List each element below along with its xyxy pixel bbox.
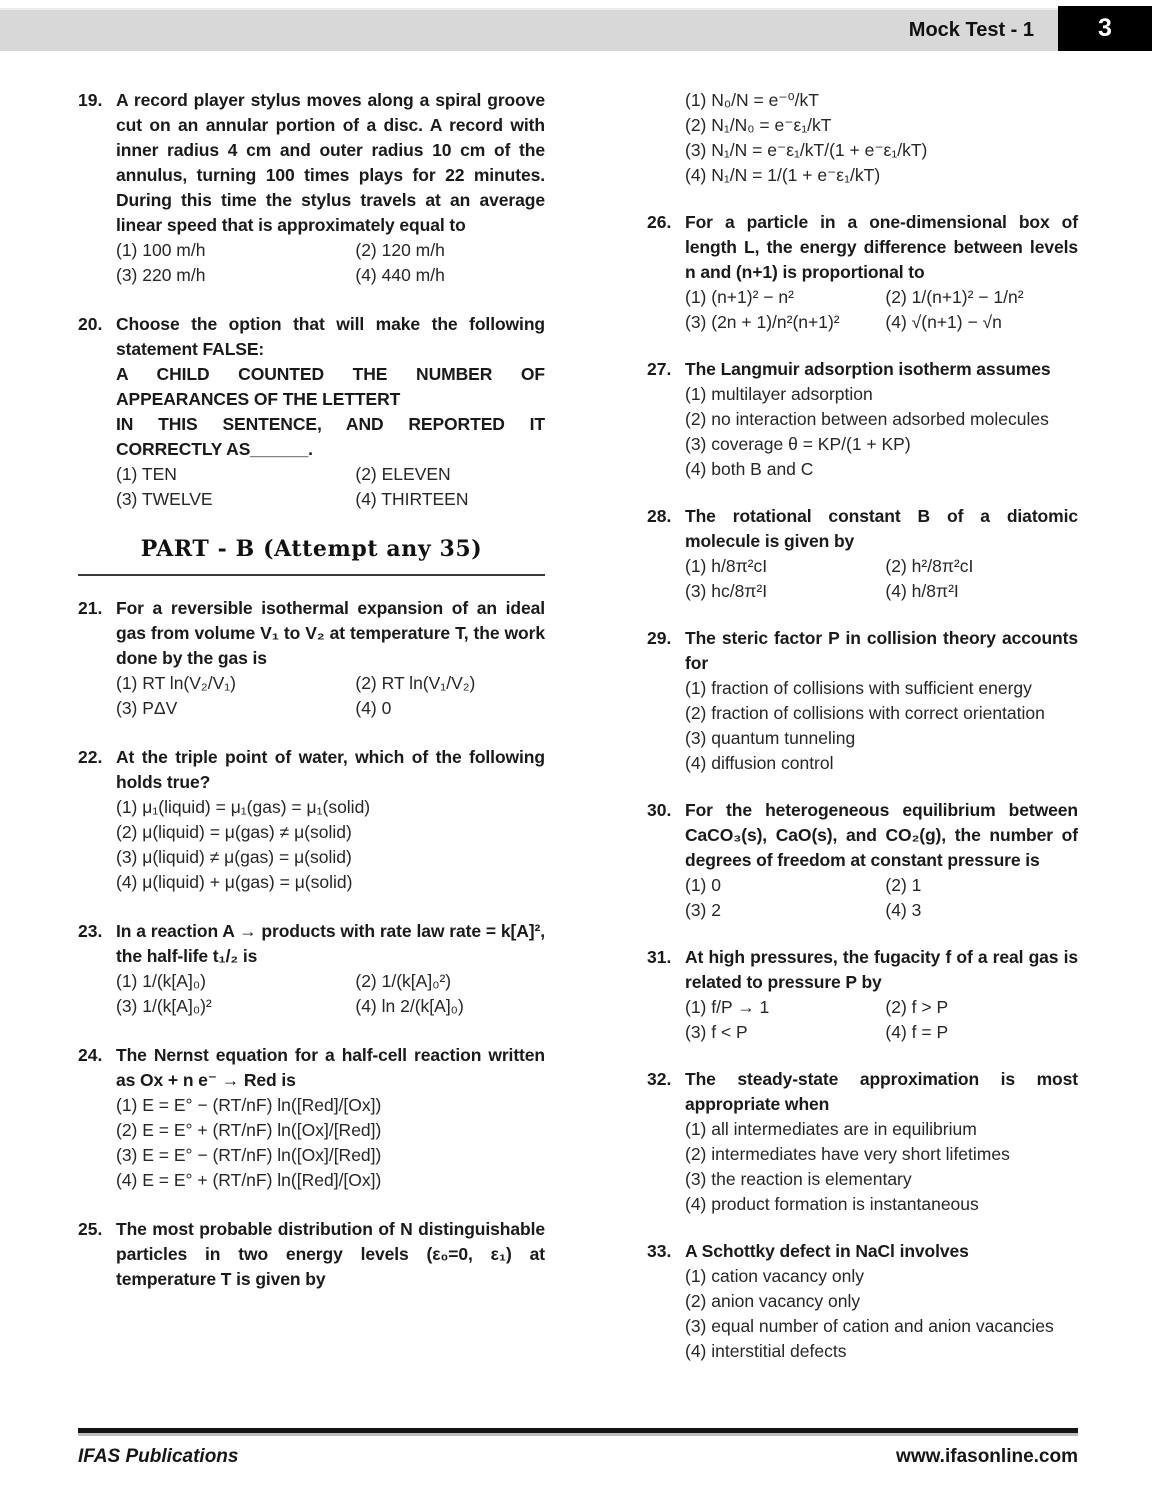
option: (4) 3 — [885, 900, 922, 920]
option: (4) ln 2/(k[A]₀) — [355, 996, 464, 1016]
question-number: 22. — [78, 747, 103, 767]
question-text: A CHILD COUNTED THE NUMBER OF APPEARANCES OF THE LETTERT — [116, 364, 545, 409]
website-url: www.ifasonline.com — [896, 1446, 1078, 1467]
question-content — [116, 745, 545, 895]
option: (2) 1/(k[A]₀²) — [355, 971, 452, 991]
option: (1) E = E° − (RT/nF) ln([Red]/[Ox]) — [116, 1095, 382, 1115]
options-list — [685, 1117, 1078, 1217]
option: (2) h²/8π²cI — [885, 556, 974, 576]
question-content — [685, 504, 1078, 604]
option: (4) μ(liquid) + μ(gas) = μ(solid) — [116, 872, 353, 892]
questions-area — [78, 88, 1078, 1386]
page-number: 3 — [1098, 14, 1112, 42]
question-content — [685, 210, 1078, 335]
options-list — [685, 88, 1078, 188]
question-text: The rotational constant B of a diatomic molecule is given by — [685, 506, 1078, 551]
question-content — [116, 596, 545, 721]
question — [647, 945, 1078, 1045]
question-content — [685, 945, 1078, 1045]
question — [647, 798, 1078, 923]
option: (1) all intermediates are in equilibrium — [685, 1119, 977, 1139]
option: (3) PΔV — [116, 698, 178, 718]
question-content — [685, 626, 1078, 776]
option: (4) diffusion control — [685, 753, 834, 773]
option: (1) (n+1)² − n² — [685, 287, 794, 307]
question-number: 25. — [78, 1219, 103, 1239]
question-text: The Langmuir adsorption isotherm assumes — [685, 359, 1051, 379]
option: (4) h/8π²I — [885, 581, 959, 601]
option: (1) N₀/N = e⁻⁰/kT — [685, 90, 819, 110]
question-number: 26. — [647, 212, 672, 232]
question — [647, 1067, 1078, 1217]
options-list — [116, 1093, 545, 1193]
option: (4) 440 m/h — [355, 265, 445, 285]
question-text: The steady-state approximation is most appropriate when — [685, 1069, 1078, 1114]
options-list — [685, 554, 1078, 604]
question-number: 28. — [647, 506, 672, 526]
question-number: 24. — [78, 1045, 103, 1065]
question-content — [685, 1067, 1078, 1217]
option: (3) hc/8π²I — [685, 581, 768, 601]
question-content — [116, 1043, 545, 1193]
options-list — [116, 462, 545, 512]
option: (2) μ(liquid) = μ(gas) ≠ μ(solid) — [116, 822, 352, 842]
option: (3) equal number of cation and anion vacancies — [685, 1316, 1054, 1336]
option: (3) 1/(k[A]₀)² — [116, 996, 212, 1016]
header-title: Mock Test - 1 — [908, 19, 1034, 41]
option: (3) 2 — [685, 900, 721, 920]
question — [647, 1239, 1078, 1364]
options-list — [685, 285, 1078, 335]
option: (2) anion vacancy only — [685, 1291, 861, 1311]
options-list — [116, 671, 545, 721]
part-b-heading-text: PART - B (Attempt any 35) — [140, 536, 483, 562]
question — [647, 88, 1078, 188]
option: (1) 100 m/h — [116, 240, 206, 260]
option: (4) interstitial defects — [685, 1341, 847, 1361]
question — [647, 210, 1078, 335]
option: (2) intermediates have very short lifetimes — [685, 1144, 1010, 1164]
question-number: 32. — [647, 1069, 672, 1089]
question-text: Choose the option that will make the following statement FALSE: — [116, 314, 545, 359]
options-list — [116, 795, 545, 895]
question — [78, 312, 545, 512]
option: (2) 1 — [885, 875, 922, 895]
option: (3) E = E° − (RT/nF) ln([Ox]/[Red]) — [116, 1145, 382, 1165]
option: (1) 1/(k[A]₀) — [116, 971, 206, 991]
question-number: 19. — [78, 90, 103, 110]
question — [78, 919, 545, 1019]
options-list — [685, 382, 1078, 482]
option: (2) 1/(n+1)² − 1/n² — [885, 287, 1024, 307]
option: (2) f > P — [885, 997, 949, 1017]
option: (1) μ₁(liquid) = μ₁(gas) = μ₁(solid) — [116, 797, 371, 817]
question — [78, 596, 545, 721]
options-list — [116, 238, 545, 288]
question-content — [685, 798, 1078, 923]
option: (2) 120 m/h — [355, 240, 445, 260]
question-text: A Schottky defect in NaCl involves — [685, 1241, 969, 1261]
option: (1) multilayer adsorption — [685, 384, 873, 404]
question-number: 20. — [78, 314, 103, 334]
option: (2) no interaction between adsorbed molecules — [685, 409, 1049, 429]
question — [647, 357, 1078, 482]
option: (2) E = E° + (RT/nF) ln([Ox]/[Red]) — [116, 1120, 382, 1140]
option: (1) f/P → 1 — [685, 997, 770, 1017]
question-number: 33. — [647, 1241, 672, 1261]
option: (2) N₁/N₀ = e⁻ε₁/kT — [685, 115, 832, 135]
left-column — [78, 88, 545, 1386]
option: (3) μ(liquid) ≠ μ(gas) = μ(solid) — [116, 847, 352, 867]
publisher-name: IFAS Publications — [78, 1446, 239, 1467]
question-text: The most probable distribution of N distinguishable particles in two energy levels (ε₀=0, ε₁) at temperature T is given by — [116, 1219, 545, 1289]
question-text: At high pressures, the fugacity f of a real gas is related to pressure P by — [685, 947, 1078, 992]
option: (3) (2n + 1)/n²(n+1)² — [685, 312, 840, 332]
option: (1) cation vacancy only — [685, 1266, 864, 1286]
question-content — [685, 1239, 1078, 1364]
footer — [78, 1428, 1078, 1468]
options-list — [116, 969, 545, 1019]
option: (3) the reaction is elementary — [685, 1169, 912, 1189]
option: (4) THIRTEEN — [355, 489, 469, 509]
question-text: A record player stylus moves along a spiral groove cut on an annular portion of a disc. A record with inner radius 4 cm and outer radius 10 cm of the annulus, turning 100 times plays for 22 minutes. During this time the stylus travels at an average linear speed that is approximately equal to — [116, 90, 545, 235]
option: (1) h/8π²cI — [685, 556, 768, 576]
question-content — [685, 357, 1078, 482]
option: (3) quantum tunneling — [685, 728, 856, 748]
option: (4) f = P — [885, 1022, 949, 1042]
right-column — [647, 88, 1078, 1386]
question-number: 21. — [78, 598, 103, 618]
question — [78, 1217, 545, 1292]
option: (2) fraction of collisions with correct orientation — [685, 703, 1045, 723]
header-bar — [0, 8, 1058, 51]
question-text: At the triple point of water, which of the following holds true? — [116, 747, 545, 792]
option: (4) product formation is instantaneous — [685, 1194, 979, 1214]
question-number: 23. — [78, 921, 103, 941]
question-text: For a reversible isothermal expansion of an ideal gas from volume V₁ to V₂ at temperature T, the work done by the gas is — [116, 598, 545, 668]
question-content — [116, 1217, 545, 1292]
question-number: 27. — [647, 359, 672, 379]
option: (3) TWELVE — [116, 489, 213, 509]
footer-row — [78, 1446, 1078, 1468]
question-number: 31. — [647, 947, 672, 967]
option: (1) 0 — [685, 875, 721, 895]
question-number — [647, 88, 685, 188]
options-list — [685, 873, 1078, 923]
question-content — [116, 312, 545, 512]
option: (4) √(n+1) − √n — [885, 312, 1002, 332]
option: (3) 220 m/h — [116, 265, 206, 285]
question — [78, 745, 545, 895]
question — [78, 88, 545, 288]
question-text: For the heterogeneous equilibrium between CaCO₃(s), CaO(s), and CO₂(g), the number of degrees of freedom at constant pressure is — [685, 800, 1078, 870]
option: (1) fraction of collisions with sufficient energy — [685, 678, 1032, 698]
question-text: The Nernst equation for a half-cell reaction written as Ox + n e⁻ → Red is — [116, 1045, 545, 1090]
option: (1) TEN — [116, 464, 177, 484]
option: (3) f < P — [685, 1022, 748, 1042]
option: (3) coverage θ = KP/(1 + KP) — [685, 434, 911, 454]
option: (2) ELEVEN — [355, 464, 451, 484]
option: (3) N₁/N = e⁻ε₁/kT/(1 + e⁻ε₁/kT) — [685, 140, 928, 160]
question-text: The steric factor P in collision theory accounts for — [685, 628, 1078, 673]
page-number-box — [1058, 6, 1152, 51]
option: (1) RT ln(V₂/V₁) — [116, 673, 236, 693]
question — [78, 1043, 545, 1193]
question — [647, 504, 1078, 604]
options-list — [685, 676, 1078, 776]
question-number: 29. — [647, 628, 672, 648]
question-content — [685, 88, 1078, 188]
part-b-heading — [78, 536, 545, 576]
question-content — [116, 88, 545, 288]
option: (2) RT ln(V₁/V₂) — [355, 673, 476, 693]
option: (4) E = E° + (RT/nF) ln([Red]/[Ox]) — [116, 1170, 382, 1190]
option: (4) 0 — [355, 698, 392, 718]
question-text: In a reaction A → products with rate law rate = k[A]², the half-life t₁/₂ is — [116, 921, 545, 966]
question-text: IN THIS SENTENCE, AND REPORTED IT CORRECTLY AS______. — [116, 414, 545, 459]
question — [647, 626, 1078, 776]
question-number: 30. — [647, 800, 672, 820]
question-content — [116, 919, 545, 1019]
options-list — [685, 995, 1078, 1045]
option: (4) N₁/N = 1/(1 + e⁻ε₁/kT) — [685, 165, 881, 185]
footer-rule — [78, 1428, 1078, 1436]
options-list — [685, 1264, 1078, 1364]
option: (4) both B and C — [685, 459, 814, 479]
question-text: For a particle in a one-dimensional box of length L, the energy difference between levels n and (n+1) is proportional to — [685, 212, 1078, 282]
